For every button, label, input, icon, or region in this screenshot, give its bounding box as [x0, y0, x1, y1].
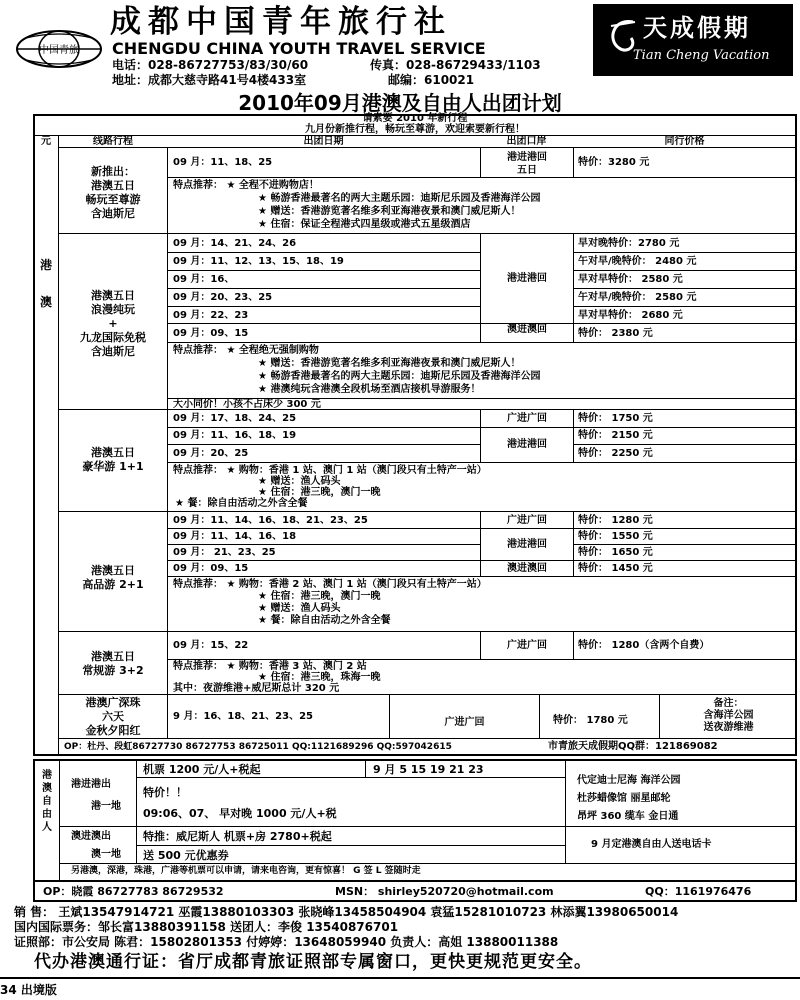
date-cell: 09 月：09、15: [173, 328, 249, 339]
price-cell: 特价： 2250 元: [578, 448, 653, 459]
logo-text: 中国青旅: [39, 45, 79, 56]
company-name-en: CHENGDU CHINA YOUTH TRAVEL SERVICE: [112, 39, 486, 58]
port-cell: 港进港回: [507, 439, 547, 450]
address: 地址：成都大慈寺路41号4楼433室: [112, 73, 307, 87]
route-name: [59, 446, 167, 474]
free-travel-table: [33, 759, 797, 882]
date-cell: 09 月：11、16、18、19: [173, 430, 297, 441]
route-note: 大小同价！小孩不占床少 300 元: [173, 399, 321, 410]
section-label-ao: 澳: [39, 295, 52, 309]
macau-route-name: 澳进澳出: [71, 831, 111, 842]
free-extra-line: 代定迪士尼海 海洋公园: [577, 775, 681, 786]
route-name: [59, 564, 167, 592]
price-cell: 早对早特价： 2680 元: [578, 310, 683, 321]
port-cell: 广进广回: [507, 413, 547, 424]
feature-line: 特点推荐： ★ 购物：香港 3 站、澳门 2 站: [173, 661, 367, 672]
price-cell: 特价： 1780 元: [553, 715, 628, 726]
remark-line: 备注：: [713, 698, 744, 709]
feature-line: ★ 住宿：保证全程港式四星级或港式五星级酒店: [258, 219, 471, 230]
port-cell: 港进港回: [507, 273, 547, 284]
route-block: [59, 512, 797, 632]
brand-name-cn: 天成假期: [643, 13, 751, 42]
price-cell: 特价： 1280 元: [578, 515, 653, 526]
route-name-line: 港澳五日: [91, 289, 135, 302]
feature-line: 特点推荐： ★ 全程绝无强制购物: [173, 345, 319, 356]
route-block: [59, 410, 797, 512]
hk-route-name: 港进港出: [71, 779, 111, 790]
section-label-gang: 港: [39, 258, 52, 272]
route-name-line: 港澳五日: [91, 650, 135, 663]
port-cell: 澳进澳回: [507, 324, 547, 335]
route-name-line: 港澳五日: [91, 179, 135, 192]
route-name-line: 金秋夕阳红: [85, 724, 141, 737]
sales-contacts: 销 售： 王斌13547914721 巫霞13880103303 张晓峰13458504904 袁猛15281010723 林添翼13980650014: [14, 905, 679, 919]
feature-line: ★ 餐：除自由活动之外含全餐: [258, 615, 391, 626]
feature-line: ★ 畅游香港最著名的两大主题乐园：迪斯尼乐园及香港海洋公园: [258, 371, 541, 382]
macau-line: 特推：威尼斯人 机票+房 2780+税起: [143, 830, 332, 843]
feature-line: ★ 住宿：港三晚，珠海一晚: [258, 672, 381, 683]
hk-route-name-2: 港一地: [91, 801, 121, 812]
port-cell: 广进广回: [507, 515, 547, 526]
feature-line: ★ 赠送：香港游览著名维多利亚海港夜景和澳门威尼斯人！: [258, 206, 521, 217]
route-name-line: 高品游 2+1: [82, 578, 144, 591]
route-block: [59, 147, 797, 234]
price-cell: 特价：3280 元: [578, 157, 650, 168]
price-cell: 特价： 2150 元: [578, 430, 653, 441]
price-cell: 特价： 1750 元: [578, 413, 653, 424]
feature-line: ★ 餐：除自由活动之外含全餐: [175, 498, 308, 509]
date-cell: 09 月：17、18、24、25: [173, 413, 297, 424]
macau-line: 送 500 元优惠券: [143, 849, 229, 862]
port-cell: 广进广回: [444, 717, 485, 728]
price-cell: 午对早/晚特价： 2580 元: [578, 292, 697, 303]
header-route: 线路行程: [93, 136, 133, 147]
brand-name-en: Tian Cheng Vacation: [633, 48, 770, 63]
msn-contact: MSN： shirley520720@hotmail.com: [335, 885, 554, 898]
qq-contact: QQ：1161976476: [645, 885, 752, 898]
feature-line: ★ 赠送：渔人码头: [258, 603, 341, 614]
route-name-line: +: [108, 317, 118, 330]
port-cell: 港进港回: [507, 539, 547, 550]
free-label-char: 港: [42, 770, 52, 781]
price-cell: 午对早/晚特价： 2480 元: [578, 256, 697, 267]
remark-line: 送夜游维港: [703, 722, 754, 733]
date-cell: 09 月：20、25: [173, 448, 249, 459]
route-name-line: 九龙国际免税: [80, 331, 146, 344]
remark-cell: [660, 698, 797, 734]
port-cell: 港进港回 五日: [507, 152, 547, 176]
header-port: 出团口岸: [506, 136, 547, 147]
banner-line-2: 九月份新推行程，畅玩至尊游，欢迎索要新行程！: [305, 124, 525, 135]
visa-slogan: 代办港澳通行证：省厅成都青旅证照部专属窗口，更快更规范更安全。: [34, 952, 592, 972]
date-cell: 09 月：15、22: [173, 640, 249, 651]
free-extra-line: 杜莎蜡像馆 丽星邮轮: [577, 793, 671, 804]
header-price: 同行价格: [664, 136, 705, 147]
route-name-line: 港澳五日: [91, 564, 135, 577]
brand-box: [593, 4, 793, 76]
route-name-line: 六天: [102, 710, 124, 723]
free-label-char: 自: [42, 796, 52, 807]
date-cell: 09 月：11、14、16、18: [173, 531, 297, 542]
fax: 传真：028-86729433/1103: [370, 58, 541, 72]
hk-line: 特价！！: [143, 786, 187, 799]
route-name-line: 港澳五日: [91, 446, 135, 459]
date-cell: 09 月：14、21、24、26: [173, 238, 297, 249]
feature-line: ★ 畅游香港最著名的两大主题乐园：迪斯尼乐园及香港海洋公园: [258, 193, 541, 204]
header: [0, 0, 800, 92]
route-name-line: 浪漫纯玩: [91, 303, 135, 316]
route-name: [59, 696, 167, 738]
header-col0: 元: [41, 136, 51, 147]
route-name-line: 豪华游 1+1: [82, 460, 144, 473]
route-name-line: 含迪斯尼: [91, 207, 135, 220]
date-cell: 09 月：20、23、25: [173, 292, 273, 303]
price-cell: 特价： 1550 元: [578, 531, 653, 542]
globe-logo-icon: [14, 28, 104, 70]
page-number: 34 出境版: [0, 983, 57, 997]
op-contact: OP：晓霞 86727783 86729532: [43, 885, 224, 898]
feature-line: ★ 港澳纯玩含港澳全段机场至酒店接机导游服务！: [258, 384, 481, 395]
free-extra-line: 9 月定港澳自由人送电话卡: [591, 839, 712, 850]
port-cell: 广进广回: [507, 640, 547, 651]
op-contact-line: OP：杜丹、段虹86727730 86727753 86725011 QQ:1121689296 QQ:597042615: [64, 742, 452, 752]
date-cell: 09 月：11、14、16、18、21、23、25: [173, 515, 368, 526]
route-name-line: 畅玩至尊游: [85, 193, 141, 206]
feature-line: ★ 住宿：港三晚，澳门一晚: [258, 591, 381, 602]
date-cell: 09 月：16、: [173, 274, 235, 285]
route-name-line: 港澳广深珠: [85, 696, 141, 709]
hk-line: 09:06、07、 早对晚 1000 元/人+税: [143, 807, 337, 820]
free-extra-line: 昂坪 360 缆车 金日通: [577, 811, 679, 822]
qq-group: 市青旅天成假期QQ群：121869082: [548, 741, 718, 752]
price-cell: 特价： 1280（含两个自费）: [578, 640, 710, 651]
route-name-line: 新推出：: [91, 165, 135, 178]
logo: [14, 28, 104, 70]
phone: 电话：028-86727753/83/30/60: [112, 58, 309, 72]
page-title: 2010年09月港澳及自由人出团计划: [238, 91, 562, 115]
op-bar: [33, 882, 797, 902]
free-label-char: 人: [42, 822, 52, 833]
ticketing-contacts: 国内国际票务：邹长富13880391158 送团人：李俊 13540876701: [14, 920, 399, 934]
remark-line: 含海洋公园: [703, 710, 754, 721]
date-cell: 09 月：11、12、13、15、18、19: [173, 256, 344, 267]
header-dates: 出团日期: [303, 136, 344, 147]
free-label-char: 澳: [42, 783, 52, 794]
hk-line: 9 月 5 15 19 21 23: [373, 763, 484, 776]
feature-line: 特点推荐： ★ 全程不进购物店！: [173, 180, 319, 191]
date-cell: 09 月：09、15: [173, 563, 249, 574]
postcode: 邮编：610021: [388, 73, 475, 87]
price-cell: 特价： 2380 元: [578, 328, 653, 339]
free-label-char: 由: [42, 809, 52, 820]
date-cell: 09 月：11、18、25: [173, 157, 273, 168]
route-block: [59, 695, 797, 739]
free-travel-label: [35, 769, 59, 834]
feature-line: ★ 赠送：渔人码头: [258, 476, 341, 487]
price-cell: 早对晚特价：2780 元: [578, 238, 680, 249]
route-name: [59, 650, 167, 678]
port-cell: 澳进澳回: [507, 563, 547, 574]
price-cell: 早对早特价： 2580 元: [578, 274, 683, 285]
free-note: 另港澳，深港，珠港，广港等机票可以申请，请来电咨询，更有惊喜！ G 签 L 签随时走: [71, 866, 421, 876]
price-cell: 特价： 1650 元: [578, 547, 653, 558]
company-name-cn: 成都中国青年旅行社: [110, 4, 452, 40]
feature-line: 特点推荐： ★ 购物：香港 1 站、澳门 1 站（澳门段只有土特产一站）: [173, 465, 487, 476]
route-block: [59, 234, 797, 410]
macau-route-name-2: 澳一地: [91, 849, 121, 860]
banner-line-1: 请索要 2010 年新行程: [362, 113, 468, 124]
route-name: [59, 289, 167, 359]
route-name-line: 含迪斯尼: [91, 345, 135, 358]
feature-line: ★ 住宿：港三晚，澳门一晚: [258, 487, 381, 498]
visa-contacts: 证照部：市公安局 陈君：15802801353 付婷婷：13648059940 负责人：高姐 13880011388: [14, 935, 559, 949]
feature-line: 特点推荐： ★ 购物：香港 2 站、澳门 1 站（澳门段只有土特产一站）: [173, 579, 487, 590]
feature-line: ★ 赠送：香港游览著名维多利亚海港夜景和澳门威尼斯人！: [258, 358, 521, 369]
section-col-frame: [33, 135, 59, 755]
date-cell: 9 月：16、18、21、23、25: [173, 711, 314, 722]
route-name-line: 常规游 3+2: [82, 664, 144, 677]
feature-line: 其中：夜游维港+威尼斯总计 320 元: [173, 683, 340, 694]
route-name: [59, 165, 167, 221]
date-cell: 09 月： 21、23、25: [173, 547, 276, 558]
date-cell: 09 月：22、23: [173, 310, 249, 321]
price-cell: 特价： 1450 元: [578, 563, 653, 574]
route-block: [59, 632, 797, 695]
section-label-hk: [0, 0, 1, 1]
hk-line: 机票 1200 元/人+税起: [143, 763, 261, 776]
